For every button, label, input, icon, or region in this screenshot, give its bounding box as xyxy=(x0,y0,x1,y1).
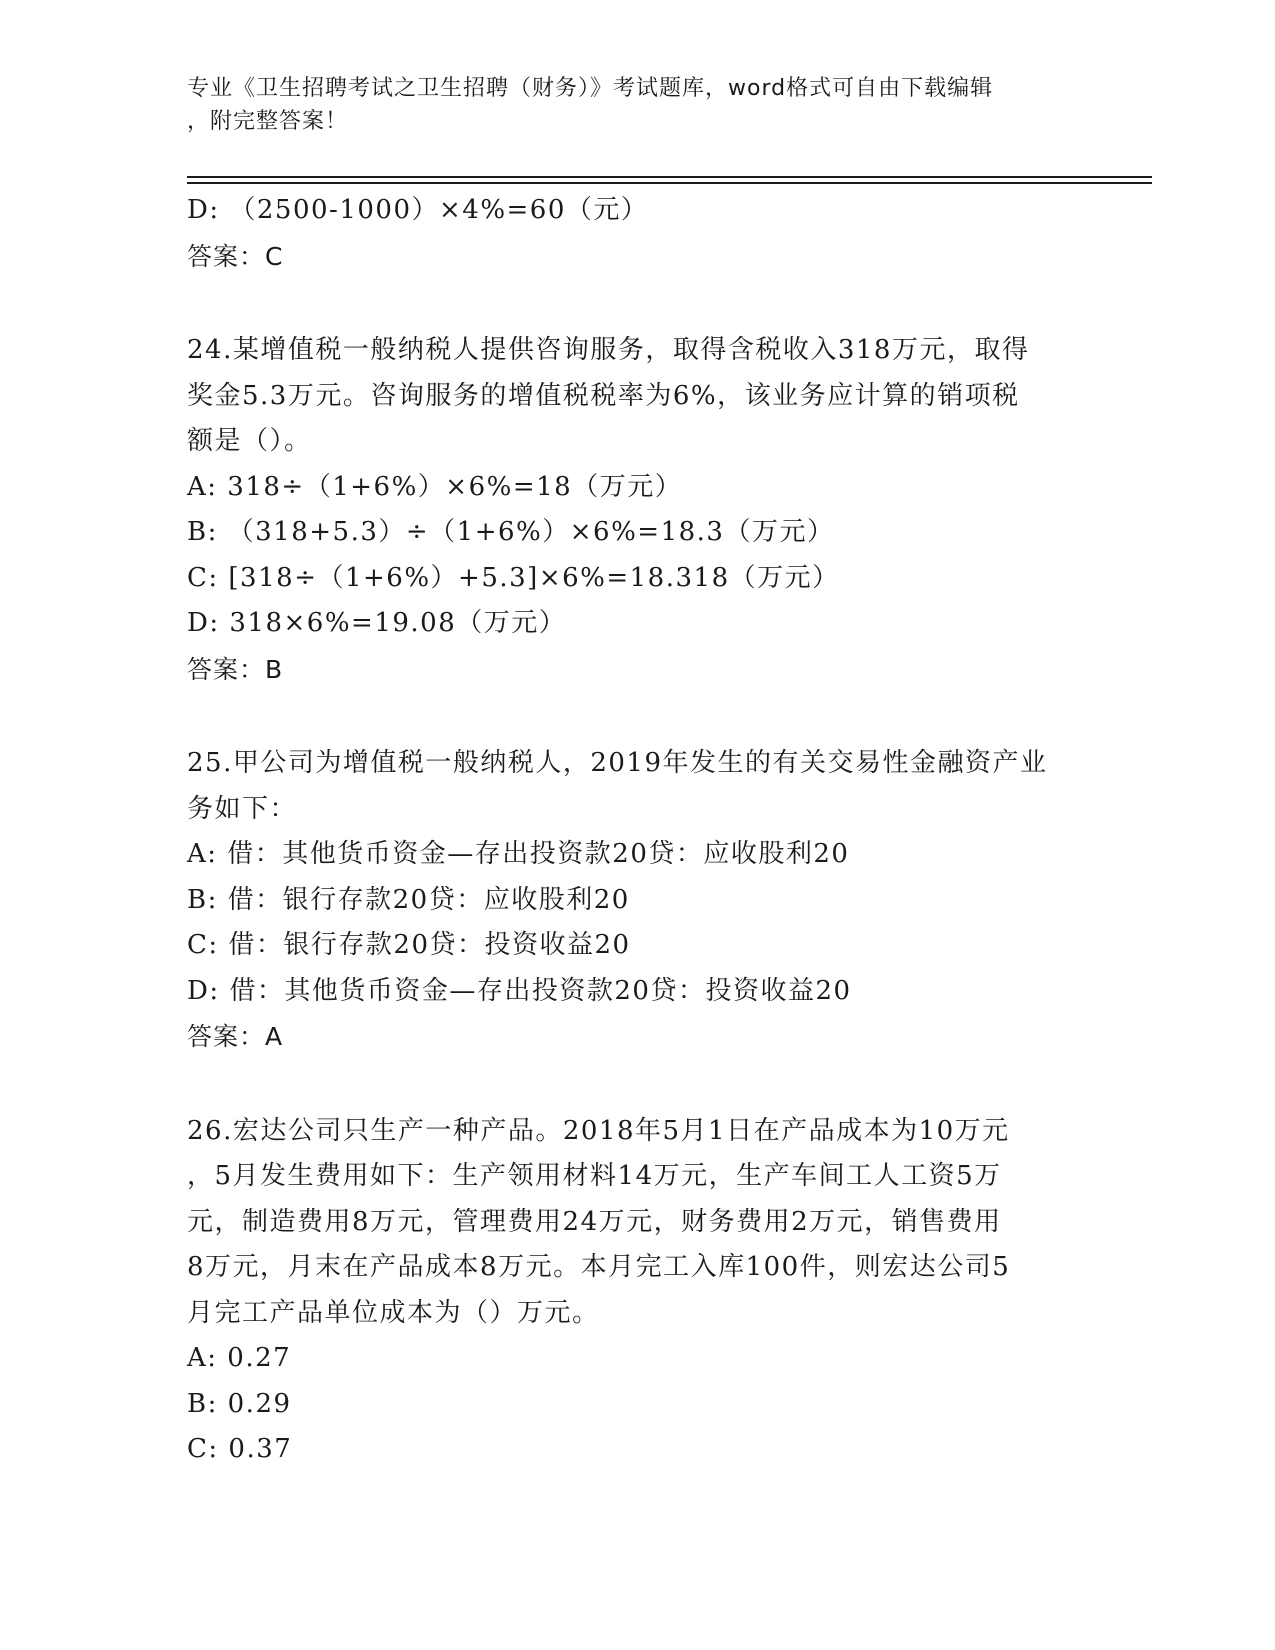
option-a: A: 0.27 xyxy=(187,1343,292,1373)
option-d: D: 318×6%=19.08（万元） xyxy=(187,608,567,638)
answer: 答案：B xyxy=(187,654,284,684)
option-d: D: （2500-1000）×4%=60（元） xyxy=(187,195,649,225)
option-c: C: 借：银行存款20贷：投资收益20 xyxy=(187,930,631,960)
answer: 答案：C xyxy=(187,241,284,271)
spacer xyxy=(187,692,1087,741)
header-line-2: ，附完整答案！ xyxy=(187,109,349,134)
question-text: 务如下： xyxy=(187,793,298,824)
question-text: 26.宏达公司只生产一种产品。2018年5月1日在产品成本为10万元 xyxy=(187,1115,1010,1146)
option-d: D: 借：其他货币资金—存出投资款20贷：投资收益20 xyxy=(187,975,852,1006)
question-text: 24.某增值税一般纳税人提供咨询服务，取得含税收入318万元，取得 xyxy=(187,335,1030,365)
question-text: 元，制造费用8万元，管理费用24万元，财务费用2万元，销售费用 xyxy=(187,1206,1002,1237)
option-b: B: 借：银行存款20贷：应收股利20 xyxy=(187,884,630,915)
spacer xyxy=(187,1060,1087,1109)
option-c: C: [318÷（1+6%）+5.3]×6%=18.318（万元） xyxy=(187,562,840,593)
question-25 xyxy=(187,741,1087,1060)
question-text: 8万元，月末在产品成本8万元。本月完工入库100件，则宏达公司5 xyxy=(187,1252,1011,1282)
answer: 答案：A xyxy=(187,1022,284,1051)
question-24 xyxy=(187,328,1087,692)
option-a: A: 318÷（1+6%）×6%=18（万元） xyxy=(187,471,683,502)
page-header xyxy=(187,72,1067,138)
question-23-tail xyxy=(187,188,1087,279)
option-b: B: （318+5.3）÷（1+6%）×6%=18.3（万元） xyxy=(187,517,835,547)
question-text: ，5月发生费用如下：生产领用材料14万元，生产车间工人工资5万 xyxy=(187,1161,1002,1191)
option-c: C: 0.37 xyxy=(187,1434,293,1464)
spacer xyxy=(187,279,1087,328)
question-text: 25.甲公司为增值税一般纳税人，2019年发生的有关交易性金融资产业 xyxy=(187,748,1048,778)
header-divider-top xyxy=(187,176,1152,178)
question-text: 奖金5.3万元。咨询服务的增值税税率为6%，该业务应计算的销项税 xyxy=(187,380,1020,411)
option-b: B: 0.29 xyxy=(187,1388,292,1419)
question-text: 额是（）。 xyxy=(187,426,312,456)
question-text: 月完工产品单位成本为（）万元。 xyxy=(187,1297,600,1328)
header-divider-bottom xyxy=(187,182,1152,184)
header-line-1: 专业《卫生招聘考试之卫生招聘（财务）》考试题库，word格式可自由下载编辑 xyxy=(187,76,994,101)
option-a: A: 借：其他货币资金—存出投资款20贷：应收股利20 xyxy=(187,839,850,869)
question-26 xyxy=(187,1109,1087,1473)
document-body xyxy=(187,188,1087,1473)
